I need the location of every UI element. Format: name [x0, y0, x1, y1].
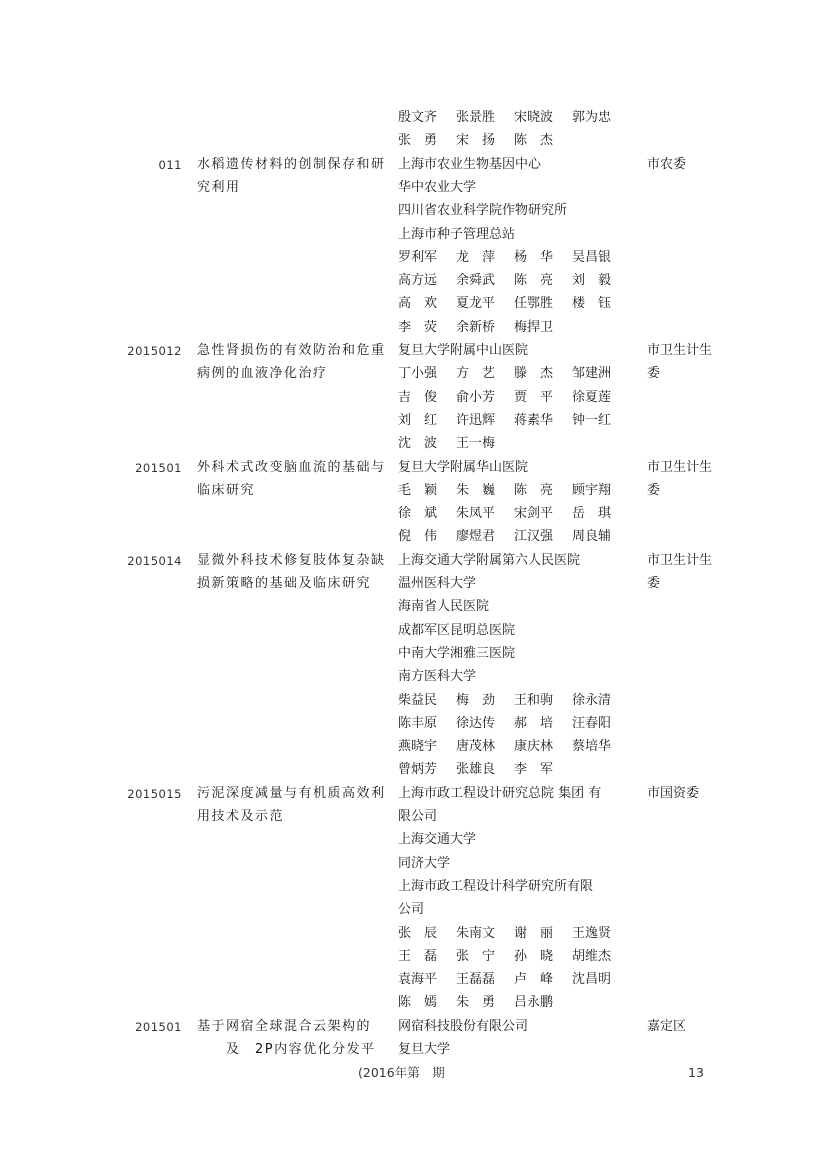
department-line: 市农委 [647, 156, 687, 172]
person-name: 唐茂林 [456, 739, 496, 755]
people-line [398, 970, 638, 990]
person-name: 吴昌银 [572, 249, 612, 265]
person-name: 谢 丽 [514, 925, 554, 941]
person-name: 丁小强 [398, 366, 438, 382]
person-name: 滕 杰 [514, 366, 554, 382]
person-name: 吉 俊 [398, 389, 438, 405]
person-name: 袁海平 [398, 972, 438, 988]
person-name: 王磊磊 [456, 972, 496, 988]
unit-line: 限公司 [398, 809, 438, 824]
person-name: 陈 亮 [514, 273, 554, 289]
people-line [398, 294, 638, 314]
department-line: 嘉定区 [647, 1018, 687, 1034]
person-name: 宋晓波 [514, 110, 554, 125]
person-name: 徐永清 [572, 692, 612, 708]
person-name: 陈丰原 [398, 715, 438, 731]
person-name: 贾 平 [514, 389, 554, 405]
unit-line: 公司 [398, 902, 425, 918]
person-name: 周良辅 [572, 529, 612, 545]
footer-page-number: 13 [688, 1065, 704, 1080]
person-name: 高 欢 [398, 296, 438, 312]
project-id: 2015014 [127, 553, 182, 568]
people-line [398, 737, 638, 757]
person-name: 廖煜君 [456, 529, 496, 545]
unit-line: 中南大学湘雅三医院 [398, 645, 516, 661]
person-name: 王和驹 [514, 692, 554, 708]
person-name: 李 荧 [398, 319, 438, 335]
person-name: 殷文齐 [398, 110, 438, 125]
unit-line: 海南省人民医院 [398, 599, 490, 615]
person-name: 任鄂胜 [514, 296, 554, 312]
project-id: 2015012 [127, 344, 182, 358]
person-name: 岳 琪 [572, 506, 612, 522]
unit-line: 复旦大学附属中山医院 [398, 343, 529, 358]
person-name: 杨 华 [514, 249, 554, 265]
unit-line: 上海交通大学 [398, 832, 477, 848]
department-line: 委 [647, 366, 661, 382]
unit-line: 南方医科大学 [398, 669, 477, 685]
person-name: 郭为忠 [572, 110, 612, 125]
person-name: 余新桥 [456, 319, 496, 335]
unit-line: 成都军区昆明总医院 [398, 622, 516, 638]
footer-issue: (2016年第 期 [358, 1065, 445, 1080]
project-name-line: 究利用 [197, 179, 241, 195]
person-name: 王一梅 [456, 436, 496, 452]
unit-line: 复旦大学附属华山医院 [398, 459, 529, 475]
person-name: 夏龙平 [456, 296, 496, 312]
unit-line: 网宿科技股份有限公司 [398, 1018, 529, 1034]
department-line: 市卫生计生 [647, 459, 713, 475]
department-line: 委 [647, 482, 661, 498]
person-name: 李 军 [514, 762, 554, 778]
person-name: 俞小芳 [456, 389, 496, 405]
person-name: 宋 扬 [456, 133, 496, 149]
unit-line: 温州医科大学 [398, 576, 477, 591]
person-name: 陈 杰 [514, 133, 554, 149]
person-name: 徐夏莲 [572, 389, 612, 405]
person-name: 柴益民 [398, 692, 438, 708]
person-name: 王 磊 [398, 948, 438, 964]
unit-line: 复旦大学 [398, 1042, 451, 1057]
person-name: 朱 巍 [456, 482, 496, 498]
project-name-line: 基于网宿全球混合云架构的 [197, 1018, 372, 1034]
person-name: 宋剑平 [514, 506, 554, 522]
department-line: 市国资委 [647, 785, 700, 801]
project-name-line: 污泥深度减量与有机质高效利 [197, 785, 386, 801]
person-name: 许迅辉 [456, 412, 496, 428]
people-line [398, 691, 638, 711]
person-name: 梅 劲 [456, 692, 496, 708]
unit-line: 同济大学 [398, 855, 451, 871]
person-name: 徐 斌 [398, 506, 438, 522]
person-name: 刘 红 [398, 412, 438, 428]
department-line: 市卫生计生 [647, 343, 713, 358]
person-name: 沈 波 [398, 436, 438, 452]
person-name: 倪 伟 [398, 529, 438, 545]
person-name: 张景胜 [456, 110, 496, 125]
person-name: 吕永鹏 [514, 995, 554, 1011]
project-id: 011 [158, 157, 182, 172]
project-id: 201501 [135, 460, 182, 475]
unit-line: 上海市政工程设计科学研究所有限 [398, 878, 594, 894]
person-name: 邹建洲 [572, 366, 612, 382]
project-name-line: 损新策略的基础及临床研究 [197, 576, 372, 591]
people-line [398, 434, 638, 454]
people-line [398, 760, 638, 780]
person-name: 楼 钰 [572, 296, 612, 312]
person-name: 张 宁 [456, 948, 496, 964]
person-name: 郝 培 [514, 715, 554, 731]
person-name: 毛 颖 [398, 482, 438, 498]
person-name: 余舜武 [456, 273, 496, 289]
people-line [398, 527, 638, 547]
person-name: 陈 亮 [514, 482, 554, 498]
person-name: 高方远 [398, 273, 438, 289]
project-id: 201501 [135, 1019, 182, 1034]
people-line [398, 388, 638, 408]
project-name-line: 急性肾损伤的有效防治和危重 [197, 343, 386, 358]
person-name: 康庆林 [514, 739, 554, 755]
person-name: 顾宇翔 [572, 482, 612, 498]
person-name: 张 辰 [398, 925, 438, 941]
people-line [398, 924, 638, 944]
person-name: 燕晓宇 [398, 739, 438, 755]
unit-line: 四川省农业科学院作物研究所 [398, 203, 568, 219]
department-line: 委 [647, 576, 661, 591]
people-line [398, 364, 638, 384]
person-name: 梅捍卫 [514, 319, 554, 335]
person-name: 蔡培华 [572, 739, 612, 755]
person-name: 徐达传 [456, 715, 496, 731]
people-line [398, 504, 638, 524]
project-name-line: 用技术及示范 [197, 809, 285, 824]
person-name: 张雄良 [456, 762, 496, 778]
people-line [398, 993, 638, 1013]
person-name: 汪春阳 [572, 715, 612, 731]
person-name: 蒋素华 [514, 412, 554, 428]
people-line [398, 131, 638, 151]
person-name: 胡维杰 [572, 948, 612, 964]
person-name: 钟一红 [572, 412, 612, 428]
person-name: 孙 晓 [514, 948, 554, 964]
person-name: 卢 峰 [514, 972, 554, 988]
person-name: 方 艺 [456, 366, 496, 382]
people-line [398, 108, 638, 128]
project-name-line: 水稻遗传材料的创制保存和研 [197, 156, 386, 172]
project-name-line: 外科术式改变脑血流的基础与 [197, 459, 386, 475]
project-name-line: 临床研究 [197, 482, 256, 498]
person-name: 沈昌明 [572, 972, 612, 988]
project-name-line: 及 2P内容优化分发平 [197, 1042, 376, 1057]
person-name: 王逸贤 [572, 925, 612, 941]
unit-line: 上海市种子管理总站 [398, 226, 516, 242]
person-name: 刘 毅 [572, 273, 612, 289]
unit-line: 上海市政工程设计研究总院 集团 有 [398, 785, 602, 801]
person-name: 曾炳芳 [398, 762, 438, 778]
project-name-line: 病例的血液净化治疗 [197, 366, 328, 382]
unit-line: 上海交通大学附属第六人民医院 [398, 552, 581, 568]
people-line [398, 947, 638, 967]
people-line [398, 318, 638, 338]
people-line [398, 411, 638, 431]
person-name: 张 勇 [398, 133, 438, 149]
people-line [398, 271, 638, 291]
people-line [398, 714, 638, 734]
people-line [398, 481, 638, 501]
person-name: 龙 萍 [456, 249, 496, 265]
person-name: 朱南文 [456, 925, 496, 941]
project-id: 2015015 [127, 786, 182, 801]
unit-line: 上海市农业生物基因中心 [398, 156, 542, 172]
person-name: 朱凤平 [456, 506, 496, 522]
unit-line: 华中农业大学 [398, 179, 477, 195]
person-name: 陈 嫣 [398, 995, 438, 1011]
people-line [398, 248, 638, 268]
project-name-line: 显微外科技术修复肢体复杂缺 [197, 552, 386, 568]
person-name: 罗利军 [398, 249, 438, 265]
department-line: 市卫生计生 [647, 552, 713, 568]
person-name: 江汉强 [514, 529, 554, 545]
person-name: 朱 勇 [456, 995, 496, 1011]
